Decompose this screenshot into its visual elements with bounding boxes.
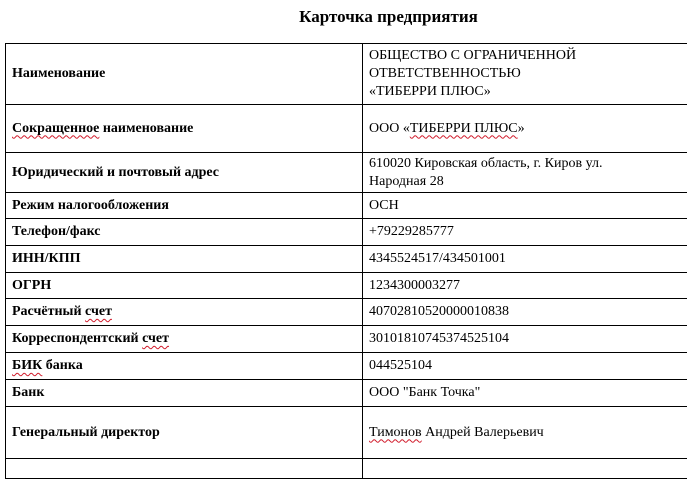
table-row bbox=[6, 219, 687, 246]
empty-cell bbox=[6, 459, 363, 479]
table-row bbox=[6, 153, 687, 193]
field-label-bik bbox=[6, 353, 363, 380]
field-label-short-name bbox=[6, 105, 363, 153]
table-row bbox=[6, 246, 687, 273]
field-value-director bbox=[363, 407, 687, 459]
label-suffix: банка bbox=[42, 358, 82, 373]
spellcheck-word: счет bbox=[85, 304, 112, 319]
field-value-correspondent-account: 30101810745374525104 bbox=[363, 326, 687, 353]
field-value-tax-regime: ОСН bbox=[363, 193, 687, 219]
table-row bbox=[6, 193, 687, 219]
field-label-address: Юридический и почтовый адрес bbox=[6, 153, 363, 193]
value-prefix: ООО « bbox=[369, 121, 410, 136]
field-label-director: Генеральный директор bbox=[6, 407, 363, 459]
spellcheck-word: БИК bbox=[12, 358, 42, 373]
field-label-tax-regime: Режим налогообложения bbox=[6, 193, 363, 219]
label-suffix: наименование bbox=[99, 121, 193, 136]
table-row bbox=[6, 407, 687, 459]
field-label-inn-kpp: ИНН/КПП bbox=[6, 246, 363, 273]
table-row bbox=[6, 353, 687, 380]
document-title: Карточка предприятия bbox=[0, 6, 687, 28]
table-row bbox=[6, 299, 687, 326]
spellcheck-word: счет bbox=[142, 331, 169, 346]
table-row bbox=[6, 105, 687, 153]
field-value-phone: +79229285777 bbox=[363, 219, 687, 246]
company-card-table bbox=[5, 43, 687, 479]
field-label-correspondent-account bbox=[6, 326, 363, 353]
field-value-bik: 044525104 bbox=[363, 353, 687, 380]
field-label-phone: Телефон/факс bbox=[6, 219, 363, 246]
value-suffix: » bbox=[518, 121, 525, 136]
spellcheck-word: ТИБЕРРИ ПЛЮС bbox=[410, 121, 518, 136]
field-value-address bbox=[363, 153, 687, 193]
field-value-bank: ООО "Банк Точка" bbox=[363, 380, 687, 407]
address-text: 610020 Кировская область, г. Киров ул. Народная 28 bbox=[369, 156, 602, 189]
label-prefix: Корреспондентский bbox=[12, 331, 142, 346]
empty-cell bbox=[363, 459, 687, 479]
field-value-short-name bbox=[363, 105, 687, 153]
spellcheck-word: Сокращенное bbox=[12, 121, 99, 136]
field-value-settlement-account: 40702810520000010838 bbox=[363, 299, 687, 326]
field-label-name: Наименование bbox=[6, 44, 363, 105]
table-row bbox=[6, 273, 687, 299]
field-value-name bbox=[363, 44, 687, 105]
table-row bbox=[6, 326, 687, 353]
table-row bbox=[6, 459, 687, 479]
field-label-settlement-account bbox=[6, 299, 363, 326]
spellcheck-word: Тимонов bbox=[369, 425, 422, 440]
field-value-inn-kpp: 4345524517/434501001 bbox=[363, 246, 687, 273]
field-label-ogrn: ОГРН bbox=[6, 273, 363, 299]
table-row bbox=[6, 44, 687, 105]
label-prefix: Расчётный bbox=[12, 304, 85, 319]
field-label-bank: Банк bbox=[6, 380, 363, 407]
value-suffix: Андрей Валерьевич bbox=[422, 425, 544, 440]
table-row bbox=[6, 380, 687, 407]
field-value-ogrn: 1234300003277 bbox=[363, 273, 687, 299]
company-full-name: ОБЩЕСТВО С ОГРАНИЧЕННОЙ ОТВЕТСТВЕННОСТЬЮ «ТИБЕРРИ ПЛЮС» bbox=[369, 48, 576, 99]
